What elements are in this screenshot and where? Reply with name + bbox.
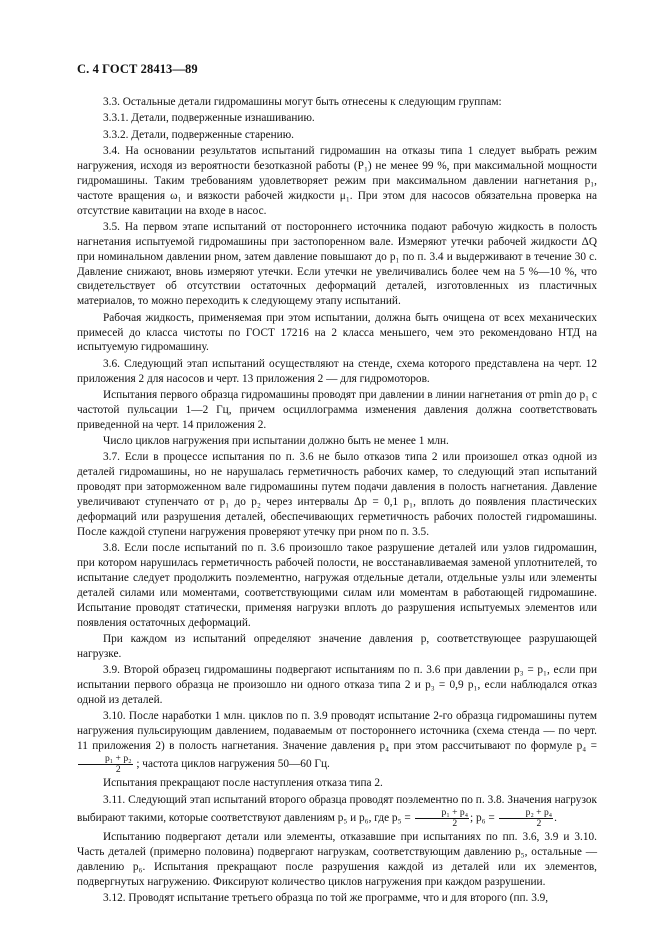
page-header: С. 4 ГОСТ 28413—89 bbox=[77, 62, 198, 76]
formula-p5-lhs: p₅ = bbox=[391, 811, 411, 824]
paragraph-3-10 bbox=[77, 709, 597, 775]
paragraph-3-6: 3.6. Следующий этап испытаний осуществляют на стенде, схема которого представлена на черт. 12 приложения 2 для насосов и черт. 13 приложения 2 — для гидромоторов. bbox=[77, 357, 597, 385]
formula-p4-fraction bbox=[78, 754, 133, 775]
formula-p6-separator: . bbox=[554, 811, 557, 824]
paragraph-3-3-1: 3.3.1. Детали, подверженные изнашиванию. bbox=[103, 112, 315, 125]
formula-p4-numerator: p₁ + p₂ bbox=[78, 754, 133, 765]
formula-p6-numerator: p₂ + p₄ bbox=[499, 808, 554, 819]
formula-p4-denominator: 2 bbox=[115, 764, 121, 776]
paragraph-cycle-count: Число циклов нагружения при испытании должно быть не менее 1 млн. bbox=[103, 435, 449, 448]
formula-p5-fraction bbox=[415, 808, 470, 829]
paragraph-3-3: 3.3. Остальные детали гидромашины могут быть отнесены к следующим группам: bbox=[103, 96, 502, 108]
document-body bbox=[77, 95, 597, 906]
paragraph-3-3-2: 3.3.2. Детали, подверженные старению. bbox=[103, 128, 294, 141]
formula-p4-tail: ; частота циклов нагружения 50—60 Гц. bbox=[136, 758, 330, 771]
paragraph-elements-testing: Испытанию подвергают детали или элементы, отказавшие при испытаниях по пп. 3.6, 3.9 и 3.10. Часть деталей (примерно половина) подвергают нагрузкам, соответствующим давлению p₅, остальные — давлению p₆. Испытания прекращают после разрушения каждой из деталей или их элементов, подвергнутых нагружению. Фиксируют количество циклов нагружения при каждом разрушении. bbox=[77, 831, 597, 888]
formula-p4-lhs: p₄ = bbox=[576, 740, 597, 753]
formula-p6-denominator: 2 bbox=[536, 817, 542, 829]
paragraph-working-fluid: Рабочая жидкость, применяемая при этом испытании, должна быть очищена от всех механических примесей до класса чистоты по ГОСТ 17216 на 2 класса меньшего, чем это рекомендовано НТД на испытуемую гидромашину. bbox=[77, 311, 597, 354]
paragraph-3-4: 3.4. На основании результатов испытаний гидромашин на отказы типа 1 следует выбрать режим нагружения, исходя из вероятности безотказной работы (P₁) не менее 99 %, при максимальной мощности гидромашины. Таким требованиям удовлетворяет режим при максимальном давлении нагнетания p₁, частоте вращения ω₁ и вязкости рабочей жидкости μ₁. При этом для насосов обязательна проверка на отсутствие кавитации на входе в насос. bbox=[77, 144, 597, 217]
formula-p5 bbox=[391, 806, 476, 829]
formula-p6-lhs: p₆ = bbox=[476, 811, 495, 824]
paragraph-3-9: 3.9. Второй образец гидромашины подвергают испытаниям по п. 3.6 при давлении p₃ = p₁, если при испытании первого образца не произошло ни одного отказа типа 2 и p₃ = 0,9 p₁, если наблюдался отказ одной из деталей. bbox=[77, 664, 597, 707]
paragraph-3-7: 3.7. Если в процессе испытания по п. 3.6 не было отказов типа 2 или произошел отказ одной из деталей гидромашины, но не нарушалась герметичность рабочих камер, то следующий этап испытаний проводят при заторможенном вале гидромашины путем подачи давления в полость нагнетания. Давление увеличивают ступенчато от p₁ до p₂ через интервалы Δp = 0,1 p₁, вплоть до появления пластических деформаций или разрушения деталей, обеспечивающих герметичность рабочих полостей гидромашины. После каждой ступени нагружения проверяют утечку при pном по п. 3.5. bbox=[77, 451, 597, 538]
paragraph-3-5: 3.5. На первом этапе испытаний от постороннего источника подают рабочую жидкость в полость нагнетания испытуемой гидромашины при застопоренном вале. Измеряют утечки рабочей жидкости ΔQ при номинальном давлении pном, затем давление повышают до p₁ по п. 3.4 и выдерживают в течение 30 с. Давление снижают, вновь измеряют утечки. Если утечки не увеличивались более чем на 5 %—10 %, что свидетельствует об отсутствии остаточных деформаций деталей, изготовленных из пластичных материалов, то можно переходить к следующему этапу испытаний. bbox=[77, 220, 597, 308]
paragraph-3-12: 3.12. Проводят испытание третьего образца по той же программе, что и для второго (пп. 3.9, bbox=[103, 892, 549, 905]
formula-p6 bbox=[476, 806, 557, 829]
formula-p5-separator: ; bbox=[470, 811, 474, 824]
formula-p5-denominator: 2 bbox=[452, 817, 458, 829]
formula-p5-numerator: p₁ + p₄ bbox=[415, 808, 470, 819]
paragraph-first-sample: Испытания первого образца гидромашины проводят при давлении в линии нагнетания от pmin до p₁ с частотой пульсации 1—2 Гц, причем осциллограмма изменения давления должна соответствовать приведенной на черт. 14 приложения 2. bbox=[77, 388, 597, 431]
paragraph-3-11-text: 3.11. Следующий этап испытаний второго образца проводят поэлементно по п. 3.8. Значения нагрузок выбирают такими, которые соответствуют давлениям p₅ и p₆, где bbox=[77, 793, 597, 824]
paragraph-3-10-text: 3.10. После наработки 1 млн. циклов по п. 3.9 проводят испытание 2-го образца гидромашины путем нагружения пульсирующим давлением, подаваемым от постороннего источника (схема стенда — по черт. 11 приложения 2) в полость нагнетания. Значение давления p₄ при этом рассчитывают по формуле bbox=[77, 710, 597, 753]
paragraph-3-11 bbox=[77, 793, 597, 829]
paragraph-test-stop: Испытания прекращают после наступления отказа типа 2. bbox=[103, 777, 383, 790]
paragraph-3-8: 3.8. Если после испытаний по п. 3.6 произошло такое разрушение деталей или узлов гидромашин, при котором нарушилась герметичность рабочей полости, не восстанавливаемая заменой уплотнителей, то испытание следует продолжить поэлементно, нагружая отдельные детали, отдельные узлы или элементы деталей силами или моментами, соответствующими силам или моментам в работающей гидромашине. Испытание проводят статически, применяя нагрузки вплоть до разрушения испытуемых элементов или появления остаточных деформаций. bbox=[77, 542, 597, 629]
formula-p6-fraction bbox=[499, 808, 554, 829]
paragraph-pressure-determination: При каждом из испытаний определяют значение давления p, соответствующее разрушающей нагрузке. bbox=[77, 633, 597, 660]
